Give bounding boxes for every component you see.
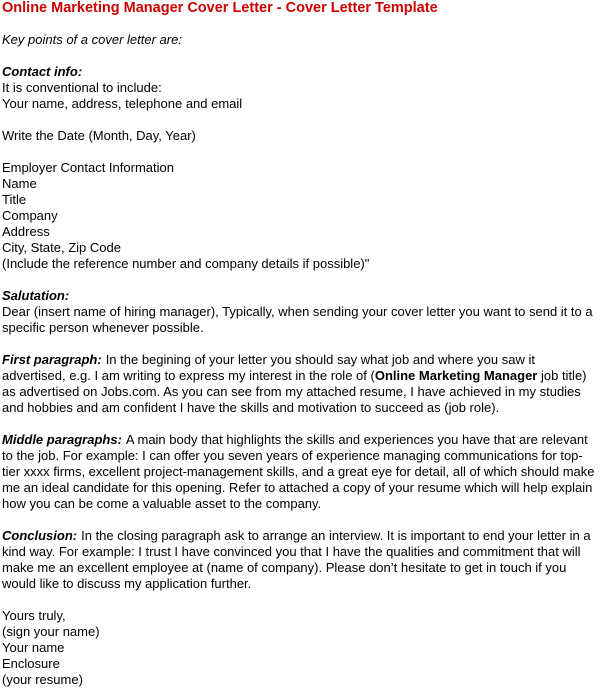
- page-title: Online Marketing Manager Cover Letter - Cover Letter Template: [2, 0, 438, 16]
- employer-section: [2, 160, 598, 272]
- salutation-heading: Salutation:: [2, 288, 70, 303]
- contact-section: [2, 64, 598, 112]
- middle-paragraphs-heading: Middle paragraphs:: [2, 432, 122, 447]
- employer-line: (Include the reference number and company details if possible)": [2, 256, 370, 271]
- salutation-section: [2, 288, 598, 336]
- employer-line: Address: [2, 224, 50, 239]
- conclusion-heading: Conclusion:: [2, 528, 78, 543]
- intro-text: Key points of a cover letter are:: [2, 32, 182, 47]
- contact-heading: Contact info:: [2, 64, 83, 79]
- closing-line: Your name: [2, 640, 65, 655]
- employer-line: Employer Contact Information: [2, 160, 174, 175]
- employer-line: Name: [2, 176, 37, 191]
- first-paragraph-role: Online Marketing Manager: [374, 368, 538, 383]
- closing-line: Enclosure: [2, 656, 60, 671]
- contact-line: Your name, address, telephone and email: [2, 96, 243, 111]
- employer-line: Company: [2, 208, 58, 223]
- closing-section: [2, 608, 598, 688]
- closing-line: Yours truly,: [2, 608, 66, 623]
- first-paragraph-text-after: job title) as advertised on Jobs.com. As you can see from my attached resume, I have achieved in my studies and hobbies and am confident I have the skills and motivation to succeed as (job role).: [2, 368, 587, 415]
- conclusion-section: [2, 528, 598, 592]
- closing-line: (sign your name): [2, 624, 100, 639]
- first-paragraph-section: [2, 352, 598, 416]
- middle-paragraphs-text: A main body that highlights the skills and experiences you have that are relevant to the job. For example: I can offer you seven years of experience managing communications for top-tier xxxx firms, excellent project-management skills, and a great eye for detail, all of which should make me an ideal candidate for this opening. Refer to attached a copy of your resume which will help explain how you can be come a valuable asset to the company.: [2, 432, 595, 511]
- date-line: Write the Date (Month, Day, Year): [2, 128, 196, 143]
- middle-paragraphs-section: [2, 432, 598, 512]
- closing-line: (your resume): [2, 672, 83, 687]
- employer-line: Title: [2, 192, 27, 207]
- date-section: [2, 128, 598, 144]
- first-paragraph-text-before: In the begining of your letter you should say what job and where you saw it advertised, e.g. I am writing to express my interest in the role of (: [2, 352, 535, 383]
- contact-line: It is conventional to include:: [2, 80, 162, 95]
- salutation-text: Dear (insert name of hiring manager), Typically, when sending your cover letter you want to send it to a specific person whenever possible.: [2, 304, 593, 335]
- employer-line: City, State, Zip Code: [2, 240, 121, 255]
- conclusion-text: In the closing paragraph ask to arrange an interview. It is important to end your letter in a kind way. For example: I trust I have convinced you that I have the qualities and commitment that will make me an excellent employee at (name of company). Please don’t hesitate to get in touch if you would like to discuss my application further.: [2, 528, 591, 591]
- first-paragraph-heading: First paragraph:: [2, 352, 102, 367]
